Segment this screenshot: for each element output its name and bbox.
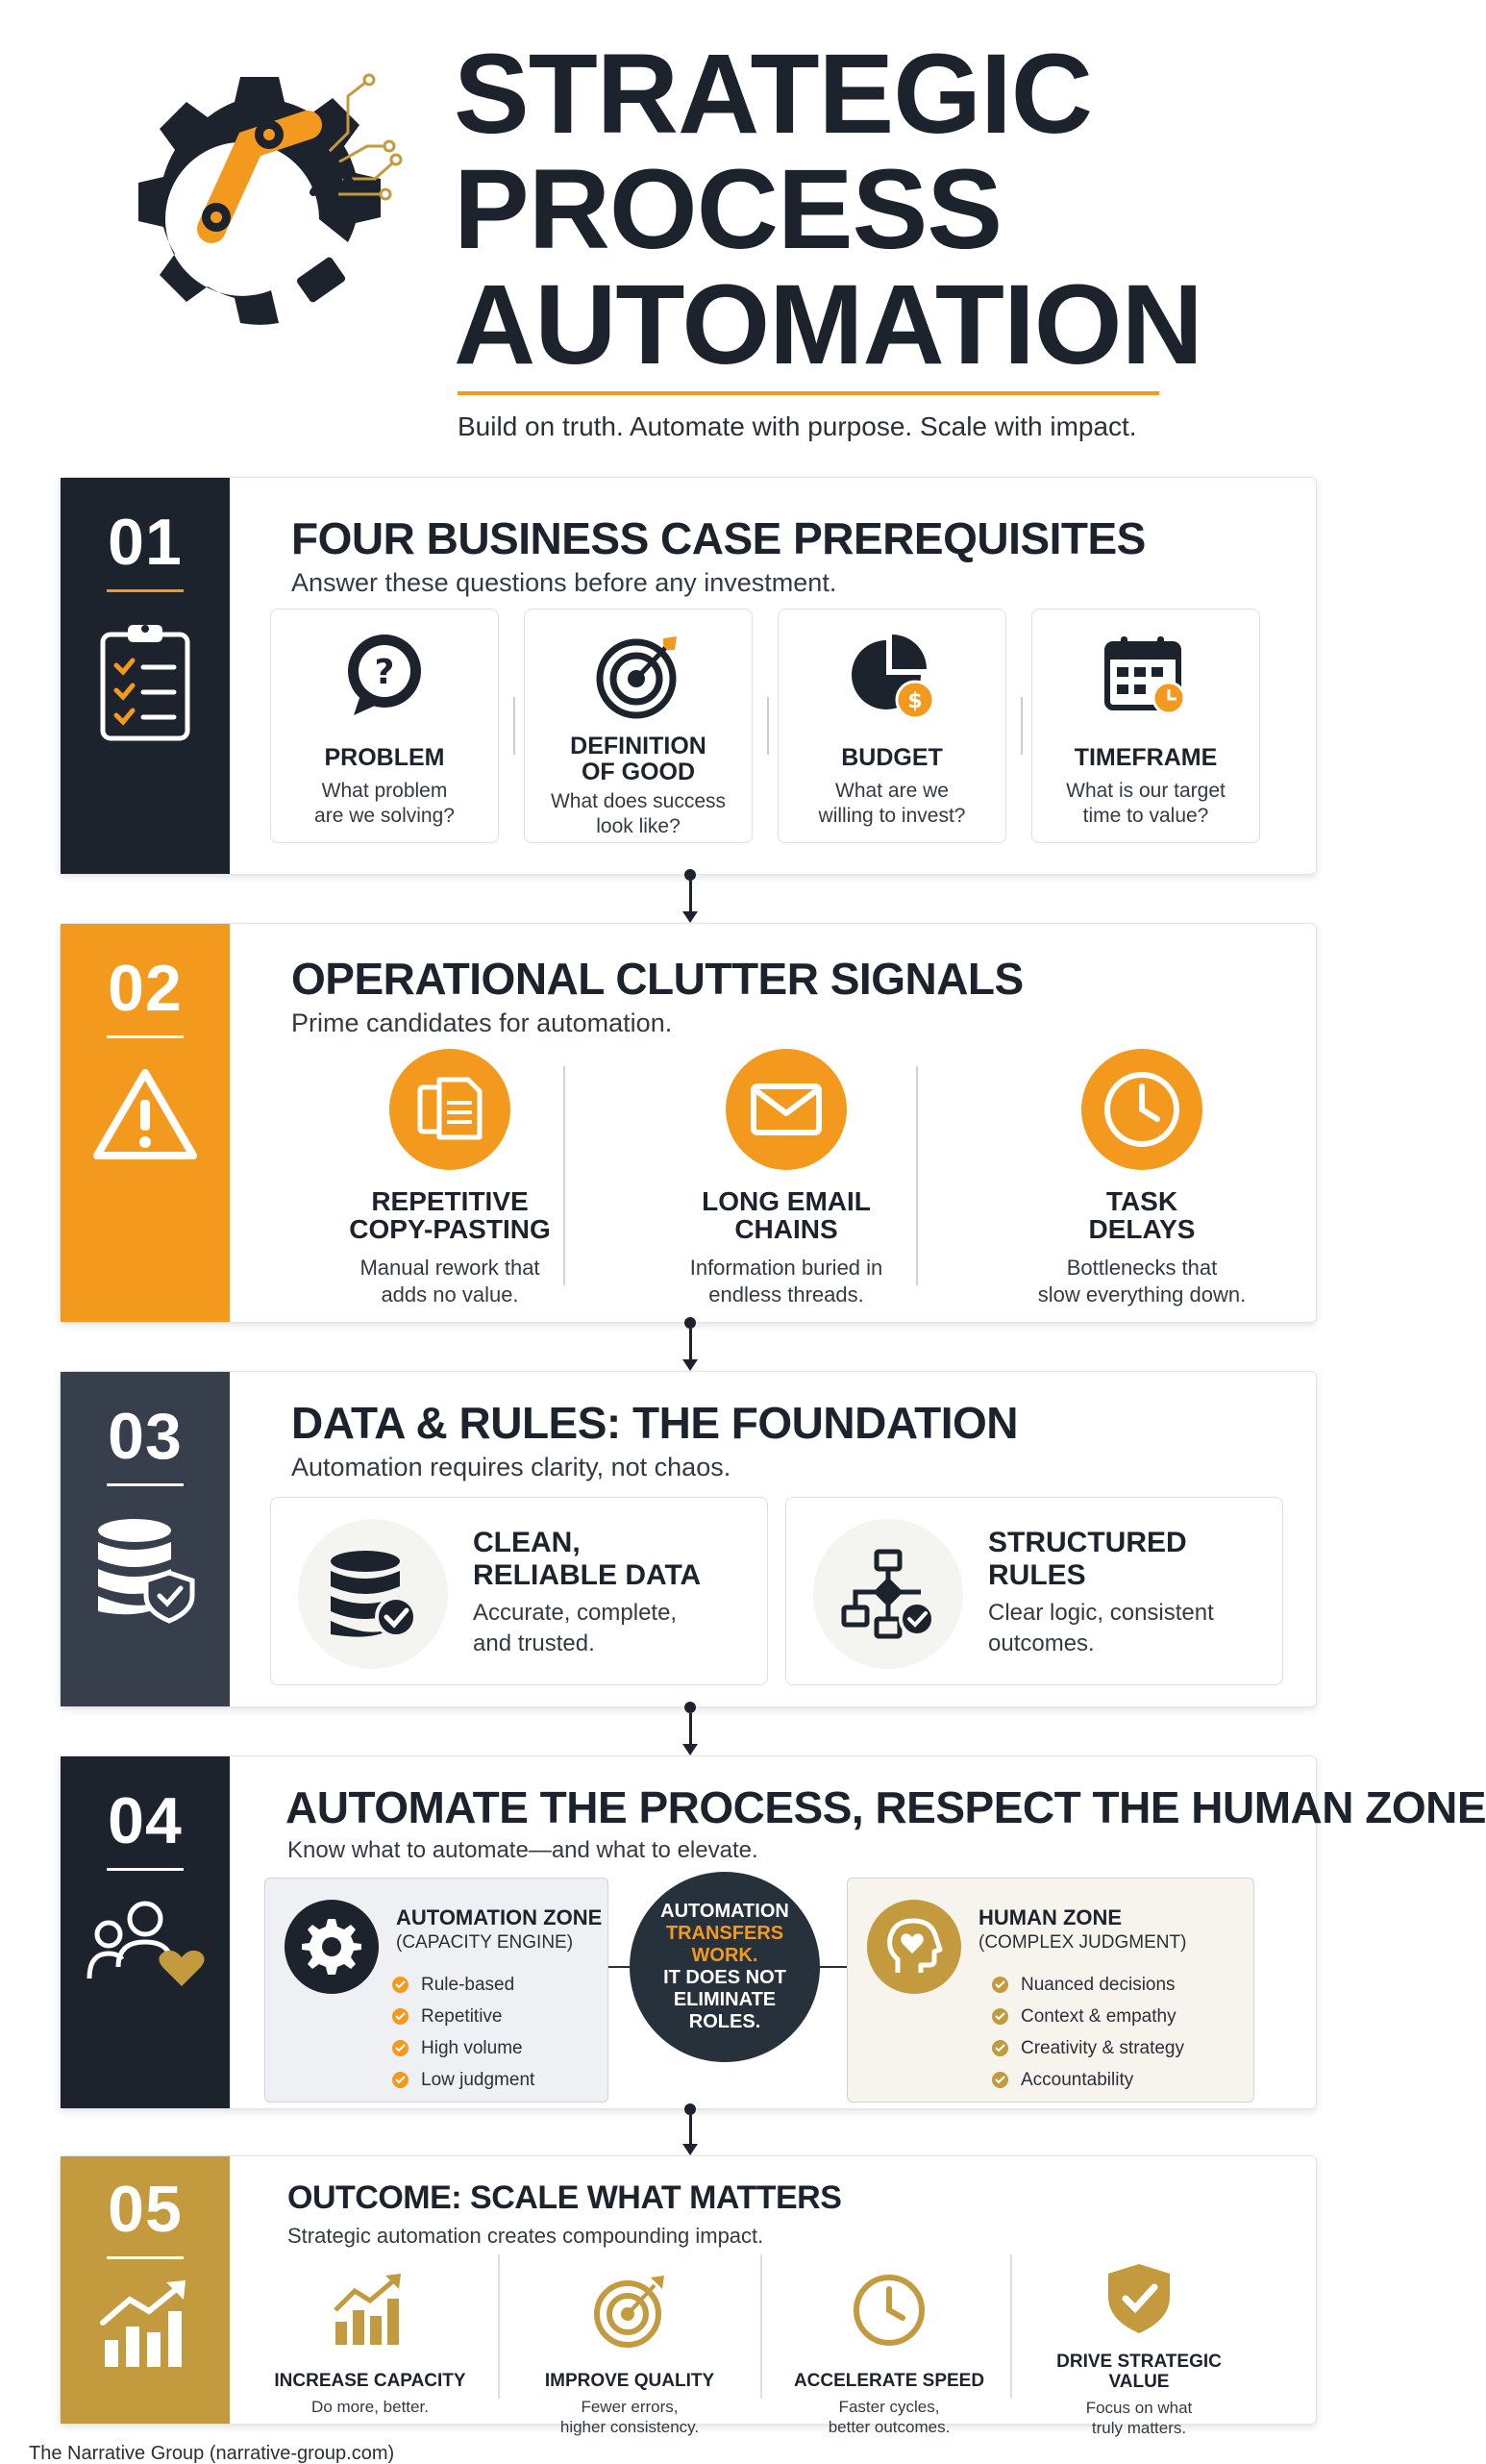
item-title-1: DRIVE STRATEGIC bbox=[1056, 2352, 1222, 2372]
gear-icon-wrap bbox=[285, 1900, 379, 1994]
section-title: OUTCOME: SCALE WHAT MATTERS bbox=[287, 2179, 842, 2216]
clipboard-checklist-icon bbox=[97, 621, 193, 742]
check-icon bbox=[992, 2040, 1008, 2056]
badge-line-1: AUTOMATION bbox=[660, 1901, 789, 1922]
item-title-2: OF GOOD bbox=[581, 759, 696, 785]
item-desc-1: Accurate, complete, bbox=[473, 1600, 678, 1626]
section-subtitle: Automation requires clarity, not chaos. bbox=[291, 1453, 731, 1481]
number-underline bbox=[107, 589, 184, 592]
automation-zone bbox=[264, 1878, 608, 2103]
section-subtitle: Strategic automation creates compounding impact. bbox=[287, 2224, 764, 2248]
item-title: ACCELERATE SPEED bbox=[793, 2371, 985, 2391]
zone-subtitle: (COMPLEX JUDGMENT) bbox=[978, 1932, 1187, 1953]
item-title-2: COPY-PASTING bbox=[349, 1214, 551, 1244]
copy-documents-icon-wrap bbox=[389, 1049, 510, 1170]
item-title-1: LONG EMAIL bbox=[702, 1186, 871, 1216]
item-desc-1: Manual rework that bbox=[359, 1256, 540, 1280]
item-title-1: REPETITIVE bbox=[371, 1186, 529, 1216]
badge-highlight-2: WORK. bbox=[691, 1945, 758, 1966]
section-number: 02 bbox=[108, 952, 183, 1025]
clock-icon bbox=[1102, 1069, 1182, 1150]
divider bbox=[513, 697, 515, 755]
item-title-2: VALUE bbox=[1108, 2372, 1170, 2392]
section-04-sidebar bbox=[61, 1756, 230, 2108]
check-icon bbox=[992, 2072, 1008, 2088]
list-item: Creativity & strategy bbox=[992, 2032, 1184, 2064]
divider bbox=[916, 1066, 918, 1285]
shield-check-icon bbox=[1101, 2260, 1177, 2337]
item-desc-1: What does success bbox=[550, 790, 727, 812]
divider bbox=[767, 697, 769, 755]
number-underline bbox=[107, 1868, 184, 1871]
section-05-card bbox=[60, 2155, 1317, 2437]
list-item: Rule-based bbox=[392, 1969, 534, 2001]
divider bbox=[563, 1066, 565, 1285]
section-03-sidebar bbox=[61, 1372, 230, 1706]
badge-rest-1: IT DOES NOT bbox=[663, 1967, 786, 1988]
section-number: 01 bbox=[108, 506, 183, 579]
item-title: INCREASE CAPACITY bbox=[274, 2371, 466, 2391]
item-desc-2: truly matters. bbox=[1091, 2419, 1187, 2437]
section-05-sidebar bbox=[61, 2156, 230, 2424]
prerequisite-definition-of-good bbox=[524, 609, 753, 843]
check-icon bbox=[992, 2008, 1008, 2025]
section-02-card bbox=[60, 923, 1317, 1323]
connector-arrow bbox=[684, 1317, 696, 1371]
item-title-2: RULES bbox=[988, 1559, 1086, 1591]
section-subtitle: Know what to automate—and what to elevate. bbox=[287, 1837, 758, 1863]
item-desc-2: slow everything down. bbox=[1037, 1282, 1247, 1307]
copy-documents-icon bbox=[414, 1074, 485, 1145]
head-heart-icon-wrap bbox=[867, 1900, 961, 1994]
item-title-2: RELIABLE DATA bbox=[473, 1559, 702, 1591]
section-number: 04 bbox=[108, 1784, 183, 1857]
connector-arrow bbox=[684, 2103, 696, 2155]
outcome-drive-strategic-value bbox=[1014, 2260, 1264, 2438]
badge-rest-3: ROLES. bbox=[688, 2011, 761, 2032]
item-desc-2: willing to invest? bbox=[818, 805, 966, 827]
people-heart-icon bbox=[86, 1900, 205, 1988]
list-item: Repetitive bbox=[392, 2001, 534, 2032]
list-item: High volume bbox=[392, 2032, 534, 2064]
item-desc-2: endless threads. bbox=[708, 1282, 864, 1307]
outcome-increase-capacity bbox=[245, 2272, 495, 2417]
section-title: OPERATIONAL CLUTTER SIGNALS bbox=[291, 954, 1024, 1004]
question-icon bbox=[340, 631, 429, 719]
item-desc-1: Bottlenecks that bbox=[1066, 1256, 1218, 1280]
item-title: IMPROVE QUALITY bbox=[544, 2371, 715, 2391]
email-icon-wrap bbox=[726, 1049, 847, 1170]
badge-highlight-1: TRANSFERS bbox=[665, 1923, 784, 1944]
main-title bbox=[454, 31, 1202, 388]
section-subtitle: Answer these questions before any investment. bbox=[291, 568, 837, 597]
robot-arm-gear-logo-icon bbox=[96, 38, 442, 356]
item-desc-1: What is our target bbox=[1066, 780, 1226, 802]
database-shield-icon bbox=[92, 1515, 198, 1623]
number-underline bbox=[107, 1035, 184, 1038]
prerequisite-budget bbox=[778, 609, 1006, 843]
divider bbox=[760, 2254, 762, 2399]
target-icon bbox=[594, 631, 682, 719]
check-icon bbox=[392, 2040, 409, 2056]
head-heart-icon bbox=[884, 1917, 944, 1977]
foundation-clean-data bbox=[270, 1497, 768, 1685]
svg-text:?: ? bbox=[374, 653, 395, 692]
prerequisite-problem bbox=[270, 609, 499, 843]
section-title: DATA & RULES: THE FOUNDATION bbox=[291, 1398, 1019, 1448]
zone-subtitle: (CAPACITY ENGINE) bbox=[396, 1932, 574, 1953]
outcome-accelerate-speed bbox=[764, 2272, 1014, 2437]
human-zone-list bbox=[992, 1969, 1184, 2096]
check-icon bbox=[392, 2008, 409, 2025]
item-desc-1: What are we bbox=[835, 780, 949, 802]
flowchart-check-icon-wrap bbox=[813, 1519, 963, 1669]
clock-icon bbox=[851, 2272, 928, 2349]
human-zone bbox=[847, 1878, 1254, 2103]
item-desc-2: and trusted. bbox=[473, 1630, 595, 1656]
item-desc-1: What problem bbox=[321, 780, 448, 802]
item-desc-2: look like? bbox=[596, 815, 681, 837]
section-01-sidebar bbox=[61, 478, 230, 874]
zone-title: AUTOMATION ZONE bbox=[396, 1905, 603, 1929]
signal-task-delays bbox=[969, 1049, 1315, 1308]
divider bbox=[498, 2254, 500, 2399]
gear-icon bbox=[302, 1917, 361, 1977]
number-underline bbox=[107, 2256, 184, 2259]
item-desc-2: time to value? bbox=[1082, 805, 1209, 827]
item-desc-1: Clear logic, consistent bbox=[988, 1600, 1214, 1626]
connector-arrow bbox=[684, 869, 696, 923]
item-desc-2: outcomes. bbox=[988, 1630, 1095, 1656]
prerequisite-timeframe bbox=[1031, 609, 1260, 843]
number-underline bbox=[107, 1483, 184, 1486]
title-line-1: STRATEGIC bbox=[454, 31, 1093, 158]
calendar-clock-icon bbox=[1102, 631, 1190, 719]
footer-credit: The Narrative Group (narrative-group.com) bbox=[29, 2443, 395, 2464]
divider bbox=[1010, 2254, 1012, 2399]
automation-zone-list bbox=[392, 1969, 534, 2096]
item-desc-1: Focus on what bbox=[1085, 2399, 1193, 2417]
item-title: PROBLEM bbox=[324, 744, 445, 771]
check-icon bbox=[392, 1977, 409, 1993]
item-title-2: DELAYS bbox=[1088, 1214, 1196, 1244]
svg-text:$: $ bbox=[907, 689, 923, 713]
divider bbox=[1021, 697, 1023, 755]
section-number: 05 bbox=[108, 2173, 183, 2246]
header bbox=[0, 0, 1384, 471]
item-title-2: CHAINS bbox=[734, 1214, 838, 1244]
title-line-2: PROCESS bbox=[454, 146, 1003, 273]
section-title: FOUR BUSINESS CASE PREREQUISITES bbox=[291, 513, 1146, 563]
target-icon bbox=[591, 2272, 668, 2349]
signal-email-chains bbox=[613, 1049, 959, 1308]
foundation-structured-rules bbox=[785, 1497, 1283, 1685]
list-item: Nuanced decisions bbox=[992, 1969, 1184, 2001]
section-04-card bbox=[60, 1755, 1486, 2109]
item-desc-2: better outcomes. bbox=[828, 2418, 951, 2436]
bar-growth-icon bbox=[332, 2272, 409, 2349]
flowchart-check-icon bbox=[840, 1548, 936, 1640]
item-desc-1: Faster cycles, bbox=[838, 2398, 940, 2416]
title-line-3: AUTOMATION bbox=[454, 261, 1202, 388]
connector-arrow bbox=[684, 1702, 696, 1755]
clock-icon-wrap bbox=[1081, 1049, 1202, 1170]
pie-dollar-icon bbox=[848, 631, 936, 719]
item-title: TIMEFRAME bbox=[1074, 744, 1218, 771]
section-03-card bbox=[60, 1371, 1317, 1707]
item-title-1: DEFINITION bbox=[570, 733, 706, 759]
badge-rest-2: ELIMINATE bbox=[673, 1989, 777, 2010]
zone-title: HUMAN ZONE bbox=[978, 1905, 1123, 1929]
item-desc-1: Information buried in bbox=[689, 1256, 883, 1280]
check-icon bbox=[992, 1977, 1008, 1993]
list-item: Low judgment bbox=[392, 2064, 534, 2096]
center-message-badge bbox=[630, 1872, 820, 2062]
item-title: BUDGET bbox=[841, 744, 943, 771]
section-01-card bbox=[60, 477, 1317, 875]
section-subtitle: Prime candidates for automation. bbox=[291, 1008, 673, 1037]
item-title-1: CLEAN, bbox=[473, 1527, 581, 1558]
warning-icon bbox=[91, 1067, 199, 1163]
item-title-1: TASK bbox=[1105, 1186, 1178, 1216]
tagline: Build on truth. Automate with purpose. Scale with impact. bbox=[458, 411, 1137, 441]
database-check-icon bbox=[327, 1548, 419, 1640]
signal-copy-pasting bbox=[277, 1049, 623, 1308]
item-desc-2: are we solving? bbox=[314, 805, 455, 827]
item-title-1: STRUCTURED bbox=[988, 1527, 1187, 1558]
email-icon bbox=[750, 1083, 823, 1136]
section-02-sidebar bbox=[61, 924, 230, 1322]
section-number: 03 bbox=[108, 1400, 183, 1473]
title-divider bbox=[458, 391, 1159, 395]
item-desc-2: adds no value. bbox=[381, 1282, 519, 1307]
outcome-improve-quality bbox=[505, 2272, 755, 2437]
item-desc-2: higher consistency. bbox=[559, 2418, 700, 2436]
growth-chart-icon bbox=[97, 2277, 193, 2373]
list-item: Accountability bbox=[992, 2064, 1184, 2096]
list-item: Context & empathy bbox=[992, 2001, 1184, 2032]
item-desc: Do more, better. bbox=[311, 2398, 429, 2416]
database-check-icon-wrap bbox=[298, 1519, 448, 1669]
section-title: AUTOMATE THE PROCESS, RESPECT THE HUMAN ZONE bbox=[285, 1782, 1486, 1832]
item-desc-1: Fewer errors, bbox=[581, 2398, 679, 2416]
check-icon bbox=[392, 2072, 409, 2088]
